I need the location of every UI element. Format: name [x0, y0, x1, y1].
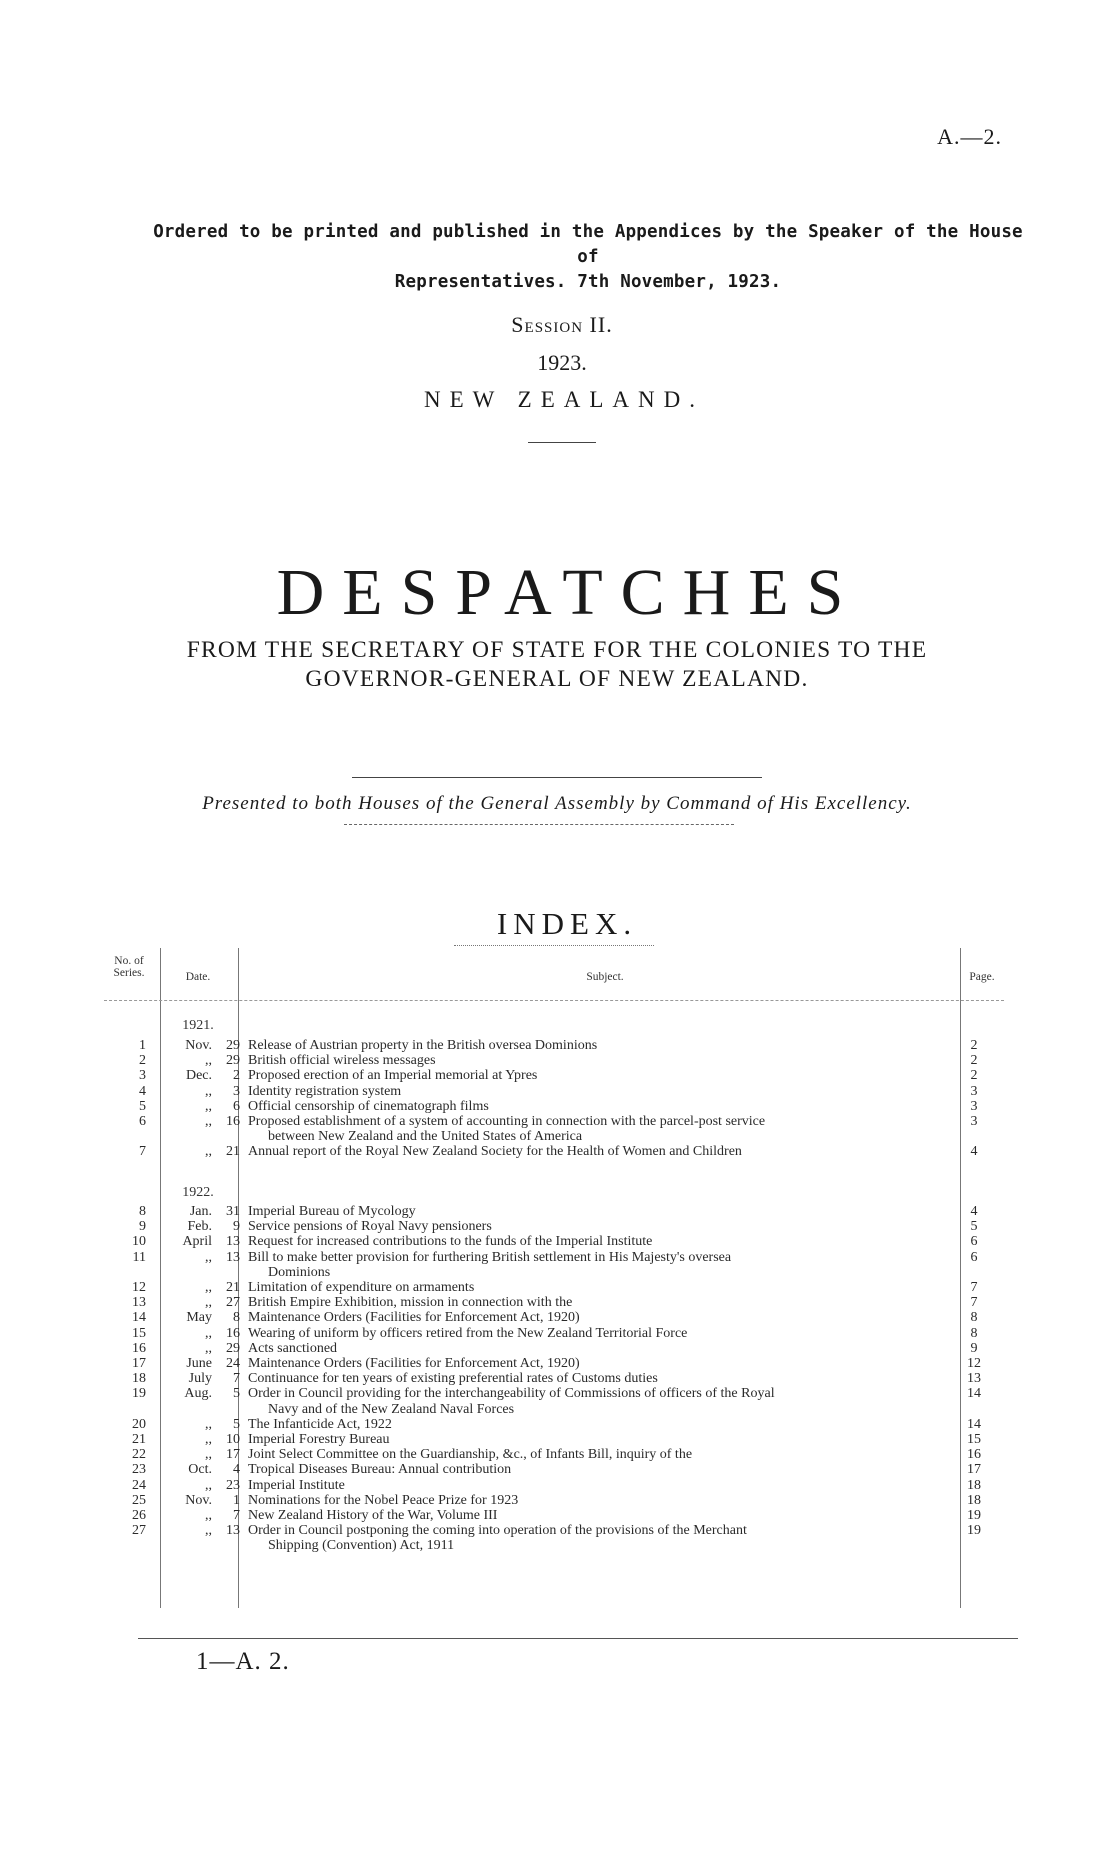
row-day: 29 [226, 1340, 240, 1356]
row-page-number: 18 [967, 1492, 981, 1508]
row-day: 29 [226, 1053, 240, 1069]
row-day: 2 [233, 1068, 240, 1084]
table-row [100, 1068, 1000, 1083]
row-month: ,, [205, 1416, 212, 1432]
table-row [100, 1341, 1000, 1356]
row-month: ,, [205, 1083, 212, 1099]
row-series-number: 17 [132, 1356, 146, 1371]
column-header-date: Date. [185, 971, 211, 983]
row-series-number: 1 [139, 1038, 146, 1053]
row-day: 7 [233, 1371, 240, 1387]
row-subject: Tropical Diseases Bureau: Annual contribution [248, 1462, 512, 1478]
column-header-page: Page. [969, 971, 995, 983]
footer-rule [138, 1638, 1018, 1639]
row-subject: British official wireless messages [248, 1053, 436, 1069]
row-month: July [188, 1371, 212, 1387]
row-series-number: 5 [139, 1098, 146, 1114]
row-series-number: 26 [132, 1508, 146, 1523]
row-page-number: 7 [970, 1295, 978, 1311]
row-page-number: 8 [970, 1325, 978, 1341]
row-day: 5 [233, 1386, 240, 1402]
row-day: 24 [226, 1356, 240, 1371]
column-header-subject: Subject. [586, 971, 624, 983]
row-series-number: 27 [132, 1523, 146, 1539]
row-day: 21 [226, 1280, 240, 1295]
row-series-number: 11 [132, 1249, 146, 1265]
row-subject: New Zealand History of the War, Volume III [248, 1508, 498, 1523]
row-subject: British Empire Exhibition, mission in connection with the [248, 1295, 573, 1311]
row-subject: Limitation of expenditure on armaments [248, 1280, 475, 1295]
row-month: Dec. [185, 1068, 212, 1084]
row-month: ,, [205, 1325, 212, 1341]
table-row [100, 1508, 1000, 1523]
table-row [100, 1053, 1000, 1068]
row-subject: Identity registration system [248, 1083, 402, 1099]
row-subject: Imperial Institute [248, 1477, 345, 1493]
order-note-line-1: Ordered to be printed and published in the Appendices by the Speaker of the House of [153, 222, 1023, 267]
row-series-number: 9 [139, 1219, 146, 1235]
row-month: ,, [205, 1447, 212, 1463]
table-row [100, 1114, 1000, 1129]
table-row [100, 1084, 1000, 1099]
row-page-number: 13 [967, 1371, 981, 1387]
table-row [100, 1523, 1000, 1538]
table-row [100, 1295, 1000, 1310]
row-subject: Imperial Bureau of Mycology [248, 1204, 416, 1219]
row-page-number: 3 [970, 1098, 978, 1114]
row-series-number: 24 [132, 1477, 146, 1493]
row-day: 8 [233, 1310, 240, 1326]
row-page-number: 3 [970, 1114, 978, 1129]
row-page-number: 8 [970, 1310, 978, 1326]
row-subject: Acts sanctioned [248, 1340, 338, 1356]
document-subtitle-line-2: GOVERNOR-GENERAL OF NEW ZEALAND. [305, 666, 809, 692]
row-day: 10 [226, 1432, 240, 1447]
row-day: 23 [226, 1477, 240, 1493]
row-series-number: 2 [139, 1053, 146, 1069]
row-month: Nov. [185, 1038, 212, 1053]
row-page-number: 3 [970, 1083, 978, 1099]
row-page-number: 19 [967, 1508, 981, 1523]
row-page-number: 4 [970, 1204, 978, 1219]
row-day: 4 [233, 1462, 240, 1478]
row-series-number: 13 [132, 1295, 146, 1311]
table-row [100, 1144, 1000, 1159]
index-heading-rule [454, 945, 654, 946]
row-month: Nov. [185, 1492, 212, 1508]
document-reference-code: A.—2. [937, 124, 1002, 149]
row-subject: Annual report of the Royal New Zealand Society for the Health of Women and Children [248, 1144, 742, 1160]
row-page-number: 14 [967, 1386, 981, 1402]
row-day: 5 [233, 1416, 240, 1432]
table-row [100, 1386, 1000, 1401]
row-subject: Imperial Forestry Bureau [248, 1432, 390, 1447]
year-group-1922: 1922. [182, 1185, 214, 1200]
table-row [100, 1250, 1000, 1265]
row-month: ,, [205, 1340, 212, 1356]
row-subject: Maintenance Orders (Facilities for Enforcement Act, 1920) [248, 1356, 580, 1371]
table-row [100, 1356, 1000, 1371]
row-day: 13 [226, 1249, 240, 1265]
row-month: ,, [205, 1144, 212, 1160]
row-series-number: 8 [139, 1204, 146, 1219]
row-subject: Nominations for the Nobel Peace Prize for 1923 [248, 1492, 519, 1508]
session-year: 1923. [537, 350, 587, 375]
row-series-number: 25 [132, 1492, 146, 1508]
row-series-number: 7 [139, 1144, 146, 1160]
row-subject-continuation: Dominions [268, 1264, 331, 1280]
row-month: ,, [205, 1508, 212, 1523]
row-month: ,, [205, 1295, 212, 1311]
row-day: 1 [233, 1492, 240, 1508]
row-page-number: 9 [970, 1340, 978, 1356]
row-day: 17 [226, 1447, 240, 1463]
row-page-number: 5 [970, 1219, 978, 1235]
row-series-number: 6 [139, 1114, 146, 1129]
table-row [100, 1310, 1000, 1325]
row-series-number: 16 [132, 1340, 146, 1356]
row-series-number: 22 [132, 1447, 146, 1463]
row-subject-continuation: Shipping (Convention) Act, 1911 [268, 1538, 455, 1554]
row-series-number: 20 [132, 1416, 146, 1432]
row-page-number: 12 [967, 1356, 981, 1371]
table-row [100, 1326, 1000, 1341]
row-month: ,, [205, 1249, 212, 1265]
row-day: 31 [226, 1204, 240, 1219]
row-subject: Joint Select Committee on the Guardianship, &c., of Infants Bill, inquiry of the [248, 1447, 693, 1463]
publication-order-note [138, 220, 1038, 295]
row-day: 16 [226, 1114, 240, 1129]
row-page-number: 7 [970, 1280, 978, 1295]
table-row [100, 1038, 1000, 1053]
row-day: 9 [233, 1219, 240, 1235]
row-day: 27 [226, 1295, 240, 1311]
row-subject: Continuance for ten years of existing preferential rates of Customs duties [248, 1371, 658, 1387]
row-day: 13 [226, 1523, 240, 1539]
footer-page-code: 1—A. 2. [196, 1648, 290, 1675]
table-row [100, 1234, 1000, 1249]
row-page-number: 17 [967, 1462, 981, 1478]
country-divider [528, 442, 596, 443]
row-page-number: 15 [967, 1432, 981, 1447]
row-month: ,, [205, 1280, 212, 1295]
row-series-number: 3 [139, 1068, 146, 1084]
row-series-number: 10 [132, 1234, 146, 1250]
row-month: ,, [205, 1432, 212, 1447]
table-row [100, 1447, 1000, 1462]
table-row [100, 1204, 1000, 1219]
row-series-number: 4 [139, 1083, 146, 1099]
row-subject-continuation: between New Zealand and the United States of America [268, 1129, 583, 1145]
row-day: 16 [226, 1325, 240, 1341]
row-series-number: 14 [132, 1310, 146, 1326]
index-heading: INDEX. [496, 906, 638, 941]
row-month: ,, [205, 1053, 212, 1069]
presented-statement: Presented to both Houses of the General Assembly by Command of His Excellency. [202, 793, 912, 814]
document-subtitle-line-1: FROM THE SECRETARY OF STATE FOR THE COLONIES TO THE [186, 637, 928, 663]
document-title: DESPATCHES [276, 556, 862, 629]
row-page-number: 2 [970, 1053, 978, 1069]
table-row [100, 1432, 1000, 1447]
row-page-number: 14 [967, 1416, 981, 1432]
row-month: April [182, 1234, 212, 1250]
row-month: Oct. [188, 1462, 212, 1478]
row-subject: Proposed establishment of a system of accounting in connection with the parcel-post service [248, 1114, 766, 1129]
row-subject: Bill to make better provision for furthering British settlement in His Majesty's oversea [248, 1249, 732, 1265]
row-day: 29 [226, 1038, 240, 1053]
session-label: Session II. [511, 312, 613, 337]
table-row [100, 1099, 1000, 1114]
row-subject: Order in Council postponing the coming into operation of the provisions of the Merchant [248, 1523, 747, 1539]
row-series-number: 19 [132, 1386, 146, 1402]
row-day: 3 [233, 1083, 240, 1099]
table-row [100, 1493, 1000, 1508]
row-series-number: 12 [132, 1280, 146, 1295]
row-month: ,, [205, 1098, 212, 1114]
table-row [100, 1417, 1000, 1432]
row-subject: Service pensions of Royal Navy pensioners [248, 1219, 492, 1235]
row-month: Jan. [189, 1204, 212, 1219]
row-series-number: 23 [132, 1462, 146, 1478]
country-name: NEW ZEALAND. [423, 387, 705, 412]
row-subject: Proposed erection of an Imperial memorial at Ypres [248, 1068, 538, 1084]
row-month: Feb. [187, 1219, 212, 1235]
table-row [100, 1219, 1000, 1234]
table-row [100, 1280, 1000, 1295]
row-month: May [186, 1310, 212, 1326]
row-subject: The Infanticide Act, 1922 [248, 1416, 392, 1432]
row-page-number: 16 [967, 1447, 981, 1463]
column-header-no-of-series: No. of Series. [113, 955, 145, 979]
row-page-number: 2 [970, 1038, 978, 1053]
row-month: ,, [205, 1523, 212, 1539]
row-day: 7 [233, 1508, 240, 1523]
row-page-number: 18 [967, 1477, 981, 1493]
table-row [100, 1371, 1000, 1386]
row-subject: Wearing of uniform by officers retired from the New Zealand Territorial Force [248, 1325, 688, 1341]
table-row [100, 1478, 1000, 1493]
row-subject: Release of Austrian property in the British oversea Dominions [248, 1038, 598, 1053]
row-series-number: 18 [132, 1371, 146, 1387]
row-day: 13 [226, 1234, 240, 1250]
row-subject: Request for increased contributions to the funds of the Imperial Institute [248, 1234, 653, 1250]
table-header-rule [104, 1000, 1004, 1001]
row-series-number: 21 [132, 1432, 146, 1447]
row-page-number: 6 [970, 1249, 978, 1265]
presented-rule-bottom [344, 824, 734, 825]
row-month: ,, [205, 1477, 212, 1493]
row-subject: Maintenance Orders (Facilities for Enforcement Act, 1920) [248, 1310, 580, 1326]
row-page-number: 2 [970, 1068, 978, 1084]
order-note-line-2: Representatives. 7th November, 1923. [394, 272, 782, 292]
row-month: Aug. [184, 1386, 212, 1402]
table-row [100, 1462, 1000, 1477]
row-month: June [186, 1356, 212, 1371]
row-month: ,, [205, 1114, 212, 1129]
presented-rule-top [352, 777, 762, 778]
row-subject-continuation: Navy and of the New Zealand Naval Forces [268, 1401, 515, 1417]
row-day: 6 [233, 1098, 240, 1114]
row-page-number: 19 [967, 1523, 981, 1539]
year-group-1921: 1921. [182, 1018, 214, 1033]
row-series-number: 15 [132, 1325, 146, 1341]
row-page-number: 6 [970, 1234, 978, 1250]
row-subject: Official censorship of cinematograph films [248, 1098, 489, 1114]
row-day: 21 [226, 1144, 240, 1160]
row-page-number: 4 [970, 1144, 978, 1160]
row-subject: Order in Council providing for the interchangeability of Commissions of officers of the Royal [248, 1386, 775, 1402]
